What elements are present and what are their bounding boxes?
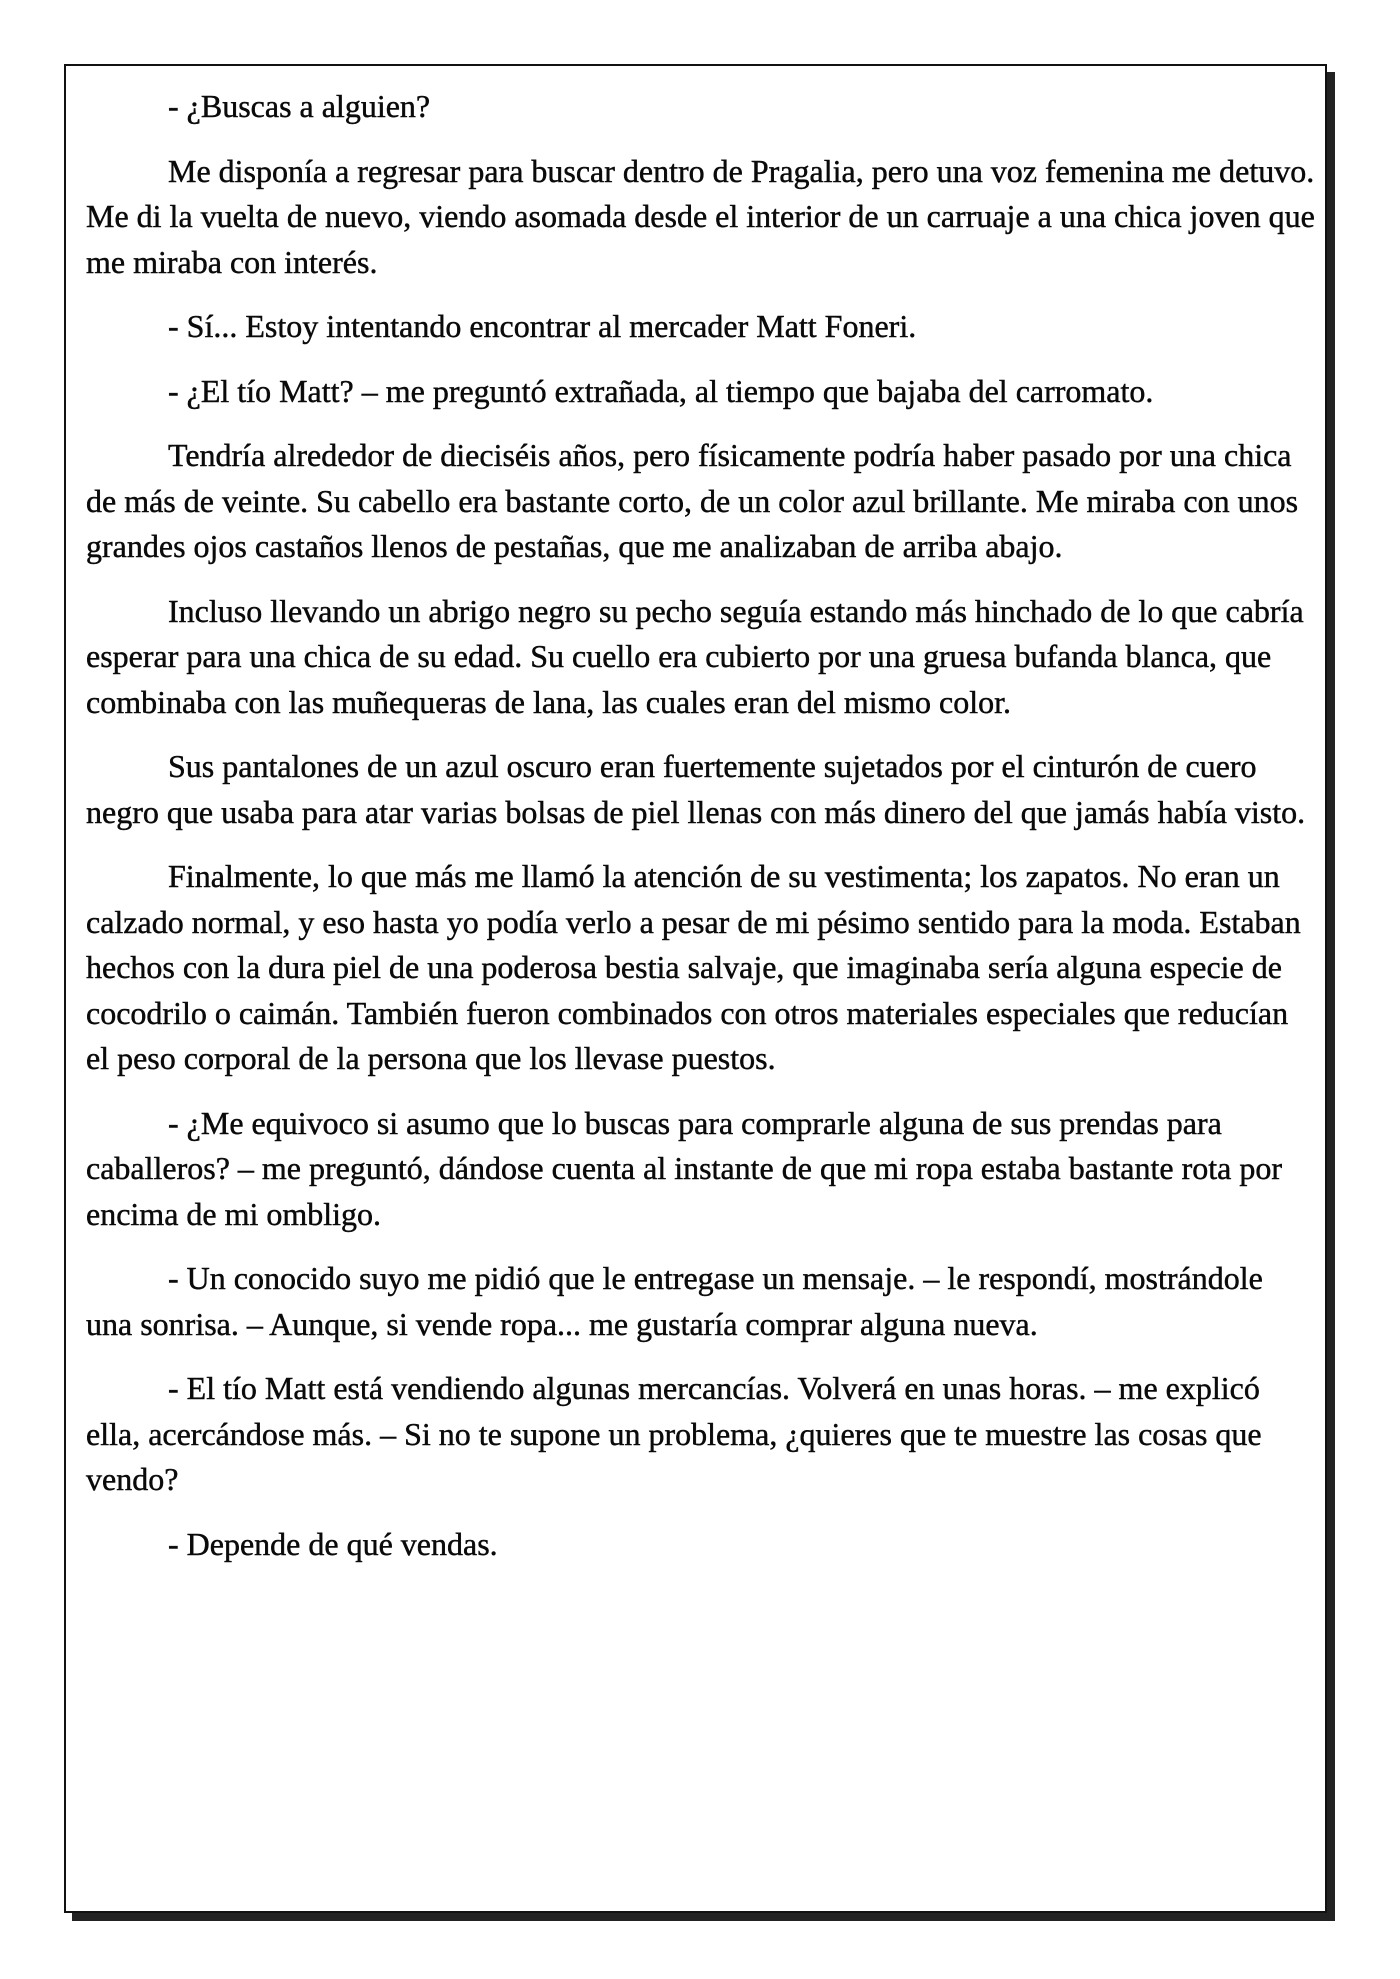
paragraph-3: - Sí... Estoy intentando encontrar al mercader Matt Foneri. — [168, 308, 917, 344]
paragraph-2: Me disponía a regresar para buscar dentro de Pragalia, pero una voz femenina me detuvo. Me di la vuelta de nuevo, viendo asomada desde el interior de un carruaje a una chica joven que me miraba con interés. — [86, 152, 1315, 280]
paragraph-9: - ¿Me equivoco si asumo que lo buscas para comprarle alguna de sus prendas para caballeros? – me preguntó, dándose cuenta al instante de que mi ropa estaba bastante rota por encima de mi ombligo. — [86, 1104, 1282, 1232]
paragraph-10: - Un conocido suyo me pidió que le entregase un mensaje. – le respondí, mostrándole una sonrisa. – Aunque, si vende ropa... me gustaría comprar alguna nueva. — [86, 1260, 1263, 1342]
paragraph-4: - ¿El tío Matt? – me preguntó extrañada, al tiempo que bajaba del carromato. — [168, 372, 1154, 409]
paragraph-12: - Depende de qué vendas. — [168, 1525, 498, 1562]
page-frame — [64, 64, 1327, 1913]
paragraph-6: Incluso llevando un abrigo negro su pecho seguía estando más hinchado de lo que cabría esperar para una chica de su edad. Su cuello era cubierto por una gruesa bufanda blanca, que combinaba con las muñequeras de lana, las cuales eran del mismo color. — [86, 592, 1304, 720]
paragraph-1: - ¿Buscas a alguien? — [168, 88, 431, 124]
paragraph-8: Finalmente, lo que más me llamó la atención de su vestimenta; los zapatos. No eran un calzado normal, y eso hasta yo podía verlo a pesar de mi pésimo sentido para la moda. Estaban hechos con la dura piel de una poderosa bestia salvaje, que imaginaba sería alguna especie de cocodrilo o caimán. También fueron combinados con otros materiales especiales que reducían el peso corporal de la persona que los llevase puestos. — [86, 858, 1301, 1076]
paragraph-7: Sus pantalones de un azul oscuro eran fuertemente sujetados por el cinturón de cuero negro que usaba para atar varias bolsas de piel llenas con más dinero del que jamás había visto. — [86, 748, 1306, 830]
paragraph-5: Tendría alrededor de dieciséis años, pero físicamente podría haber pasado por una chica de más de veinte. Su cabello era bastante corto, de un color azul brillante. Me miraba con unos grandes ojos castaños llenos de pestañas, que me analizaban de arriba abajo. — [86, 437, 1299, 564]
paragraph-11: - El tío Matt está vendiendo algunas mercancías. Volverá en unas horas. – me explicó ella, acercándose más. – Si no te supone un problema, ¿quieres que te muestre las cosas que vendo? — [86, 1370, 1262, 1497]
text-body — [86, 84, 1316, 1586]
